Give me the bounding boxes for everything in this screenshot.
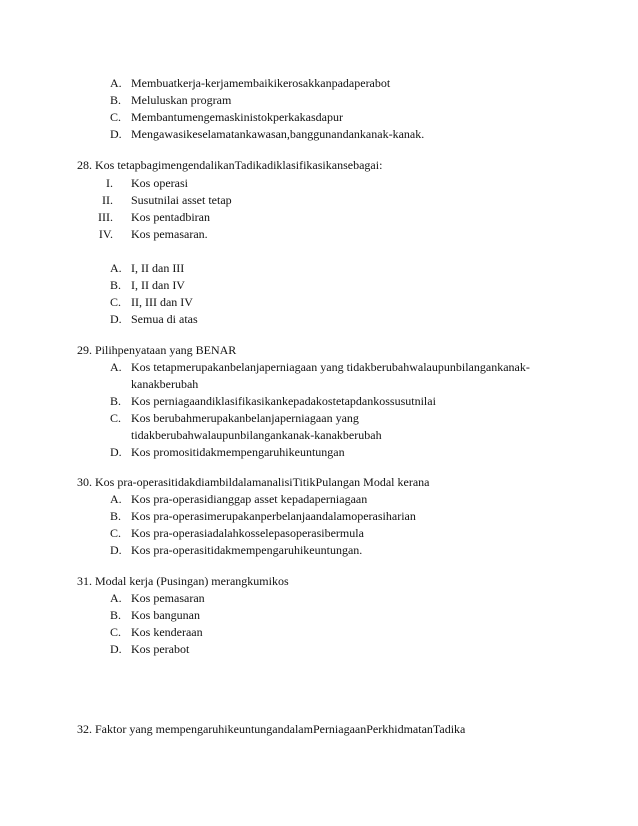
question-text: 29. Pilihpenyataan yang BENAR [77,343,237,357]
option-letter: A. [110,76,122,90]
option-text: Kos bangunan [131,608,200,622]
option-letter: A. [110,261,122,275]
option-text: II, III dan IV [131,295,193,309]
option-letter: A. [110,360,122,374]
option-text: Kos promositidakmempengaruhikeuntungan [131,445,345,459]
question-text: 28. Kos tetapbagimengendalikanTadikadiklasifikasikansebagai: [77,158,383,172]
statement-text: Susutnilai asset tetap [131,193,232,207]
option-text-continued: kanakberubah [131,377,199,391]
option-letter: B. [110,394,122,408]
statement-numeral: III. [98,210,113,224]
option-letter: C. [110,526,122,540]
option-letter: C. [110,295,122,309]
option-letter: C. [110,110,122,124]
option-letter: D. [110,127,122,141]
option-text: Kos pra-operasitidakmempengaruhikeuntungan. [131,543,363,557]
option-letter: B. [110,509,122,523]
option-letter: B. [110,608,122,622]
option-text: Kos tetapmerupakanbelanjaperniagaan yang tidakberubahwalaupunbilangankanak- [131,360,530,374]
option-letter: C. [110,625,122,639]
statement-text: Kos operasi [131,176,188,190]
option-text: I, II dan III [131,261,185,275]
statement-numeral: IV. [98,227,113,241]
question-text: 31. Modal kerja (Pusingan) merangkumikos [77,574,289,588]
statement-numeral: I. [106,176,113,190]
option-letter: D. [110,642,122,656]
statement-text: Kos pemasaran. [131,227,208,241]
option-text-continued: tidakberubahwalaupunbilangankanak-kanakberubah [131,428,382,442]
question-text: 30. Kos pra-operasitidakdiambildalamanalisiTitikPulangan Modal kerana [77,475,430,489]
statement-numeral: II. [102,193,113,207]
option-text: Kos perniagaandiklasifikasikankepadakostetapdankossusutnilai [131,394,436,408]
option-text: Kos pra-operasidianggap asset kepadaperniagaan [131,492,368,506]
option-text: Kos perabot [131,642,190,656]
option-text: Kos berubahmerupakanbelanjaperniagaan yang [131,411,359,425]
option-text: Kos pra-operasiadalahkosselepasoperasibermula [131,526,364,540]
option-text: Kos pra-operasimerupakanperbelanjaandalamoperasiharian [131,509,416,523]
option-letter: B. [110,93,122,107]
option-text: I, II dan IV [131,278,185,292]
option-text: Kos kenderaan [131,625,203,639]
option-text: Semua di atas [131,312,198,326]
statement-text: Kos pentadbiran [131,210,210,224]
option-text: Membantumengemaskinistokperkakasdapur [131,110,343,124]
option-letter: A. [110,492,122,506]
question-text: 32. Faktor yang mempengaruhikeuntungandalamPerniagaanPerkhidmatanTadika [77,722,466,736]
option-letter: C. [110,411,122,425]
option-text: Meluluskan program [131,93,232,107]
option-text: Mengawasikeselamatankawasan,banggunandankanak-kanak. [131,127,425,141]
option-text: Membuatkerja-kerjamembaikikerosakkanpadaperabot [131,76,391,90]
option-letter: D. [110,445,122,459]
option-letter: D. [110,543,122,557]
option-letter: D. [110,312,122,326]
option-text: Kos pemasaran [131,591,205,605]
option-letter: B. [110,278,122,292]
option-letter: A. [110,591,122,605]
